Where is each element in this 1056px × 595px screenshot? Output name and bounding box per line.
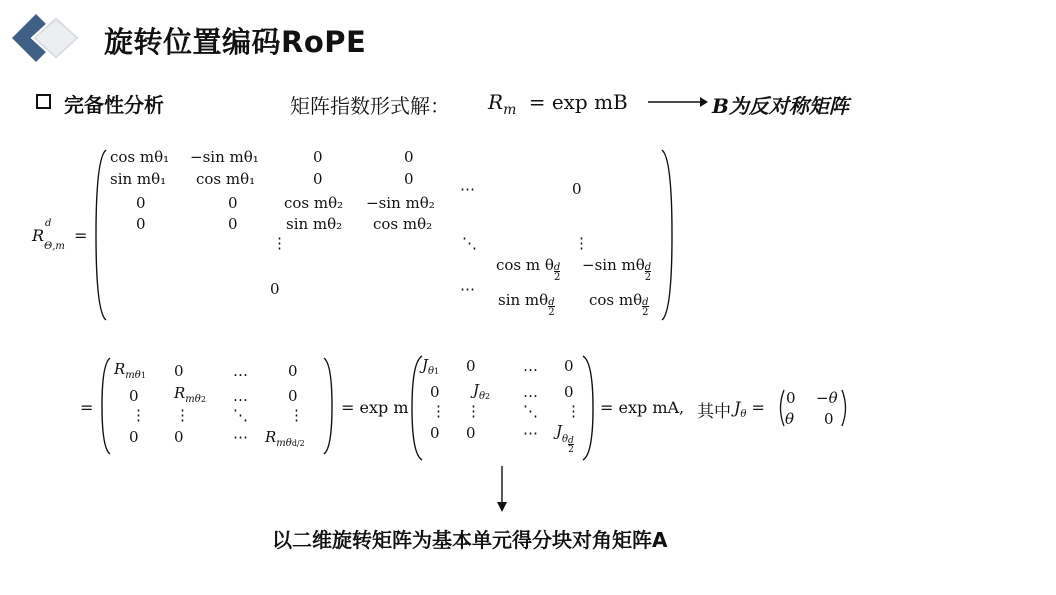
jtheta-r2c2: 0 <box>824 410 834 428</box>
exp-m-text: = exp m <box>341 398 409 417</box>
j-r4c2: 0 <box>466 424 476 442</box>
j-r2c4: 0 <box>564 383 574 401</box>
m1-r3c1: 0 <box>136 194 146 212</box>
m1-zero-upper: 0 <box>572 180 582 198</box>
j-theta-def: $J_\theta$ = <box>734 398 765 421</box>
m1-r2c1: sin mθ₁ <box>110 170 167 188</box>
m2-r2c1: 0 <box>129 387 139 405</box>
matrix2-left-bracket <box>100 356 112 456</box>
rotation-matrix-lhs: R d $_{\Theta,m}$ = <box>32 218 88 253</box>
m2-r3c3: ⋱ <box>233 406 248 424</box>
m1-r4c1: 0 <box>136 215 146 233</box>
j-r4c4: $J\theta\frac{d}{2}$ <box>556 422 574 455</box>
m2-r4c3: ⋯ <box>233 428 248 446</box>
antisymmetric-result: B为反对称矩阵 <box>712 94 849 118</box>
m1-r2c3: 0 <box>313 170 323 188</box>
j-r1c1: $J_{\theta 1}$ <box>422 356 440 377</box>
j-r3c1: ⋮ <box>431 402 446 420</box>
m1-hdots-2: ⋯ <box>460 280 475 298</box>
exp-mA-text: = exp mA, <box>600 398 685 417</box>
m2-r1c2: 0 <box>174 362 184 380</box>
j-r4c3: ⋯ <box>523 424 538 442</box>
m1-r3c3: cos mθ₂ <box>284 194 344 212</box>
jtheta-r1c1: 0 <box>786 389 796 407</box>
m2-r4c1: 0 <box>129 428 139 446</box>
m2-r3c4: ⋮ <box>289 406 304 424</box>
j-r1c3: … <box>523 357 538 375</box>
where-text: 其中 <box>697 402 731 422</box>
m2-r3c2: ⋮ <box>175 406 190 424</box>
matrix1-right-bracket <box>660 148 674 322</box>
right-arrow-icon <box>648 96 708 108</box>
j-r3c4: ⋮ <box>566 402 581 420</box>
m1-r3c2: 0 <box>228 194 238 212</box>
matrix2-right-bracket <box>322 356 334 456</box>
jtheta-right-paren <box>840 388 850 428</box>
m2-r1c1: $R_{m\theta 1}$ <box>114 360 146 381</box>
page-title: 旋转位置编码RoPE <box>104 25 367 59</box>
down-arrow-icon <box>496 466 508 512</box>
bullet-square-icon <box>36 94 51 109</box>
m2-r1c4: 0 <box>288 362 298 380</box>
m2-r3c1: ⋮ <box>131 406 146 424</box>
matrix1-left-bracket <box>94 148 108 322</box>
m1-r2c4: 0 <box>404 170 414 188</box>
jtheta-r2c1: θ <box>785 410 795 428</box>
m1-vdots-right: ⋮ <box>574 234 589 252</box>
m1-r1c2: −sin mθ₁ <box>190 148 259 166</box>
j-r3c3: ⋱ <box>523 402 538 420</box>
m1-hdots-1: ⋯ <box>460 180 475 198</box>
j-r2c2: $J_{\theta 2}$ <box>473 381 491 402</box>
jmatrix-right-bracket <box>581 354 595 462</box>
j-r2c3: … <box>523 383 538 401</box>
m1-r2c2: cos mθ₁ <box>196 170 256 188</box>
m1-zero-lower: 0 <box>270 280 280 298</box>
m1-r4c4: cos mθ₂ <box>373 215 433 233</box>
m1-r4c3: sin mθ₂ <box>286 215 343 233</box>
j-r3c2: ⋮ <box>466 402 481 420</box>
j-r2c1: 0 <box>430 383 440 401</box>
m2-r1c3: … <box>233 362 248 380</box>
m1-last-sin: $\sin m\theta\frac{d}{2}$ <box>498 291 555 318</box>
m2-r2c3: … <box>233 387 248 405</box>
m1-vdots-left: ⋮ <box>272 234 287 252</box>
m1-r1c3: 0 <box>313 148 323 166</box>
m2-r4c2: 0 <box>174 428 184 446</box>
m2-equals: = <box>80 398 94 417</box>
m1-r3c4: −sin mθ₂ <box>366 194 435 212</box>
section-heading: 完备性分析 <box>64 93 164 117</box>
logo-diamond-icon <box>12 12 84 64</box>
j-r1c2: 0 <box>466 357 476 375</box>
m2-r4c4: $R_{m\theta d/2}$ <box>265 428 305 449</box>
m1-r1c1: cos mθ₁ <box>110 148 170 166</box>
m1-ddots: ⋱ <box>462 234 477 252</box>
m1-r1c4: 0 <box>404 148 414 166</box>
m1-last-cos: cos m $\theta\frac{d}{2}$ <box>496 256 561 283</box>
conclusion-text: 以二维旋转矩阵为基本单元得分块对角矩阵A <box>272 528 668 552</box>
m2-r2c4: 0 <box>288 387 298 405</box>
m1-r4c2: 0 <box>228 215 238 233</box>
formula-label: 矩阵指数形式解： <box>290 94 450 118</box>
j-r1c4: 0 <box>564 357 574 375</box>
m1-last-cos2: $\cos m\theta\frac{d}{2}$ <box>589 291 649 318</box>
jtheta-r1c2: −θ <box>816 389 838 407</box>
m1-last-msin: −sin $m\theta\frac{d}{2}$ <box>582 256 652 283</box>
j-r4c1: 0 <box>430 424 440 442</box>
formula-matrix-exp: $R_m = \exp$ mB <box>488 90 628 118</box>
m2-r2c2: $R_{m\theta 2}$ <box>174 384 206 405</box>
